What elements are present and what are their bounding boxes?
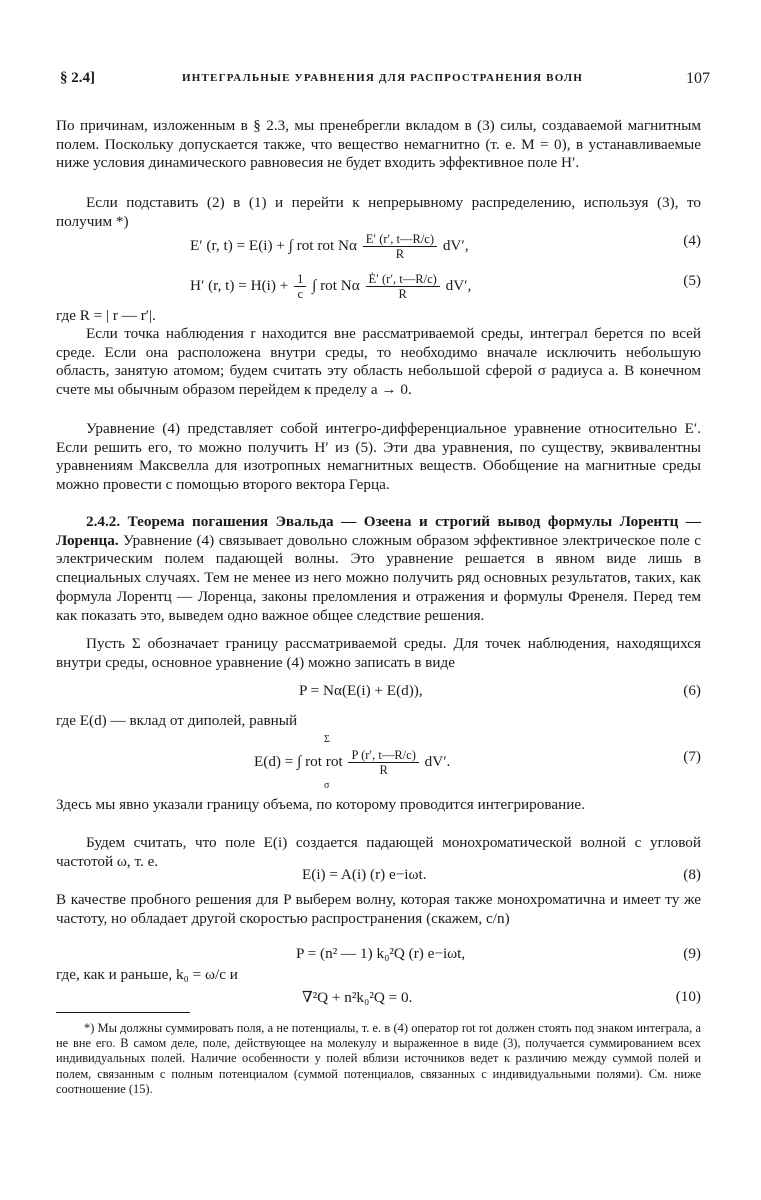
paragraph-4: Если точка наблюдения r находится вне рассматриваемой среды, интеграл берется по всей среде. Если она расположена внутри среды, то необходимо вначале исключить небольшую область, занятую атомом; будем считать эту область небольшой сферой σ радиуса a. В конечном счете мы обычным образом перейдем к пределу a → 0. <box>56 325 701 399</box>
paragraph-9: Здесь мы явно указали границу объема, по которому проводится интегрирование. <box>56 796 585 813</box>
footnote: *) Мы должны суммировать поля, а не потенциалы, т. е. в (4) оператор rot rot должен стоять под знаком интеграла, а не вне его. В самом деле, поле, действующее на молекулу и выраженное в виде (3), получается суммированием всех индивидуальных полей. Наличие особенности у полей вблизи источников ведет к различию между суммой полей и полем, связанным с полным потенциалом (суммой потенциалов, связанных с индивидуальными полями). См. ниже соотношение (15). <box>56 1021 701 1096</box>
eq7-label: (7) <box>683 748 701 765</box>
eq7-lhs: E(d) = <box>254 752 294 770</box>
equation-10 <box>56 988 701 1018</box>
eq8-body: E(i) = A(i) (r) e−iωt. <box>302 866 427 883</box>
paragraph-11: В качестве пробного решения для P выберем волну, которая также монохроматична и имеет ту же частоту, но обладает другой скоростью распространения (скажем, c/n) <box>56 891 701 927</box>
paragraph-3: где R = | r — r′|. <box>56 307 156 324</box>
page-number: 107 <box>686 70 710 87</box>
footnote-rule <box>56 1012 190 1013</box>
paragraph-10: Будем считать, что поле E(i) создается падающей монохроматической волной с угловой частотой ω, т. е. <box>56 834 701 870</box>
eq5-coef-den: c <box>297 287 303 301</box>
eq7-tail: dV′. <box>424 752 451 770</box>
paragraph-8: где E(d) — вклад от диполей, равный <box>56 712 298 729</box>
eq7-numerator: P (r′, t—R/c) <box>348 748 418 763</box>
paragraph-1: По причинам, изложенным в § 2.3, мы пренебрегли вкладом в (3) силы, создаваемой магнитным полем. Поскольку допускается также, что вещество немагнитно (т. е. M = 0), в устанавливаемые ниже условия динамического равновесия не будет входить эффективное поле H′. <box>56 117 701 172</box>
equation-7 <box>56 734 701 791</box>
paragraph-5: Уравнение (4) представляет собой интегро-дифференциальное уравнение относительно E′. Если решить его, то можно получить H′ из (5). Эти два уравнения, по существу, эквивалентны уравнениям Максвелла для изотропных немагнитных веществ. Обобщение на магнитные среды можно провести с помощью второго вектора Герца. <box>56 420 701 494</box>
eq7-mid: ∫ rot rot <box>297 752 343 770</box>
equation-4 <box>56 232 701 262</box>
equation-6 <box>56 682 701 712</box>
eq9-label: (9) <box>683 945 701 962</box>
eq5-coefficient <box>294 272 306 301</box>
eq5-lhs: H′ (r, t) = H(i) + <box>190 276 289 294</box>
eq6-label: (6) <box>683 682 701 699</box>
eq10-body: ∇²Q + n²k₀²Q = 0. <box>302 989 413 1006</box>
eq7-fraction <box>348 748 418 777</box>
section-heading-2-4-2: 2.4.2. Теорема погашения Эвальда — Озеена и строгий вывод формулы Лорентц — Лоренца. <box>56 513 701 549</box>
eq6-body: P = Nα(E(i) + E(d)), <box>299 682 423 699</box>
eq5-numerator: Ė′ (r′, t—R/c) <box>366 272 440 287</box>
eq4-fraction <box>363 232 437 261</box>
eq4-lhs: E′ (r, t) = E(i) + ∫ rot rot Nα <box>190 236 357 254</box>
paragraph-2: Если подставить (2) в (1) и перейти к непрерывному распределению, используя (3), то получим *) <box>56 194 701 230</box>
running-title: ИНТЕГРАЛЬНЫЕ УРАВНЕНИЯ ДЛЯ РАСПРОСТРАНЕНИЯ ВОЛН <box>182 72 584 84</box>
eq10-label: (10) <box>675 988 701 1005</box>
running-header <box>60 70 710 92</box>
section-number: § 2.4] <box>60 70 95 86</box>
paragraph-7: Пусть Σ обозначает границу рассматриваемой среды. Для точек наблюдения, находящихся внутри среды, основное уравнение (4) можно записать в виде <box>56 635 701 671</box>
eq4-denominator: R <box>395 247 405 261</box>
eq4-numerator: E′ (r′, t—R/c) <box>363 232 437 247</box>
eq5-fraction <box>366 272 440 301</box>
eq9-body: P = (n² — 1) k₀²Q (r) e−iωt, <box>296 945 466 962</box>
paragraph-6-body: Уравнение (4) связывает довольно сложным образом эффективное электрическое поле с электрическим полем падающей волны. Это уравнение решается в явном виде лишь в специальных случаях. Тем не менее из него можно получить ряд основных результатов, таких, как формула Лорентц — Лоренца, законы преломления и отражения и формулы Френеля. Перед тем как показать это, выведем одно важное общее следствие решения. <box>56 531 702 624</box>
eq8-label: (8) <box>683 866 701 883</box>
eq4-label: (4) <box>683 232 701 249</box>
paragraph-6 <box>56 513 701 625</box>
eq5-tail: dV′, <box>445 276 472 294</box>
equation-5 <box>56 272 701 302</box>
eq7-upper-limit: Σ <box>324 734 330 745</box>
eq7-denominator: R <box>379 763 388 777</box>
eq5-coef-num: 1 <box>294 272 306 287</box>
paragraph-12: где, как и раньше, k₀ = ω/c и <box>56 966 238 983</box>
eq5-denominator: R <box>398 287 407 301</box>
eq5-label: (5) <box>683 272 701 289</box>
eq4-tail: dV′, <box>442 236 469 254</box>
eq7-lower-limit: σ <box>324 780 330 791</box>
eq5-mid: ∫ rot Nα <box>312 276 360 294</box>
